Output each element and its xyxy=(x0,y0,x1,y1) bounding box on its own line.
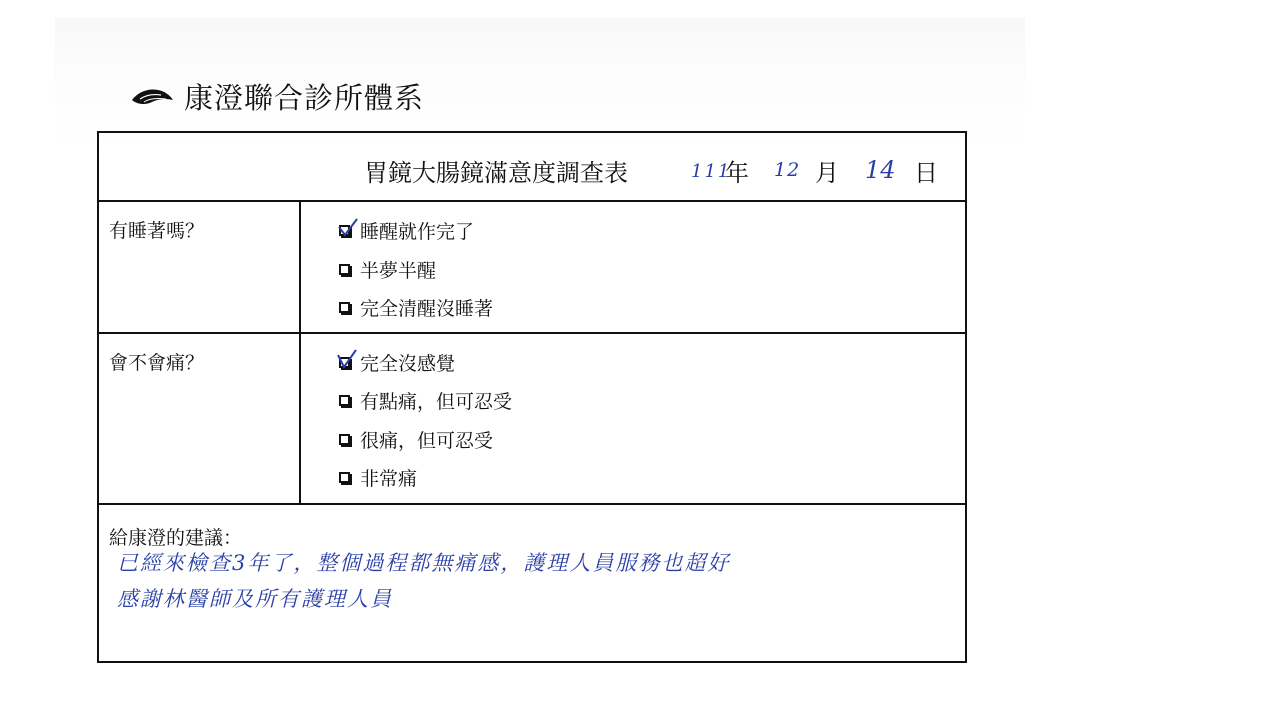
question-label: 會不會痛？ xyxy=(109,352,205,374)
question-pain xyxy=(99,332,965,505)
option-sleep-2[interactable] xyxy=(339,256,436,283)
option-label: 完全清醒沒睡著 xyxy=(360,298,494,320)
option-label: 睡醒就作完了 xyxy=(360,221,475,243)
option-pain-3[interactable] xyxy=(339,426,493,453)
checkbox[interactable] xyxy=(339,434,350,445)
option-pain-2[interactable] xyxy=(339,387,512,414)
checkbox[interactable] xyxy=(339,472,350,483)
form-title: 胃鏡大腸鏡滿意度調查表 xyxy=(364,159,628,187)
header xyxy=(130,76,424,117)
handwritten-suggestion-line[interactable]: 感謝林醫師及所有護理人員 xyxy=(117,587,393,611)
option-label: 完全沒感覺 xyxy=(360,353,456,375)
org-name: 康澄聯合診所體系 xyxy=(184,81,425,115)
suggestion-label: 給康澄的建議： xyxy=(109,527,243,549)
question-sleep xyxy=(99,200,965,334)
checkbox[interactable] xyxy=(339,302,350,313)
column-divider xyxy=(299,332,301,503)
survey-form xyxy=(97,131,967,663)
date-day-label: 日 xyxy=(914,159,938,187)
checkmark-icon xyxy=(337,350,359,372)
date-month-label: 月 xyxy=(815,159,839,187)
checkbox-checked[interactable] xyxy=(339,357,350,368)
handwritten-suggestion-line[interactable]: 已經來檢查3年了，整個過程都無痛感，護理人員服務也超好 xyxy=(117,551,731,575)
option-pain-1[interactable] xyxy=(339,349,455,376)
checkmark-icon xyxy=(337,218,359,240)
option-sleep-1[interactable] xyxy=(339,217,474,244)
option-sleep-3[interactable] xyxy=(339,294,493,321)
date-year-value[interactable]: 111 xyxy=(691,161,732,182)
question-label: 有睡著嗎？ xyxy=(109,220,205,242)
date-day-value[interactable]: 14 xyxy=(865,156,896,184)
title-row xyxy=(99,133,965,202)
checkbox[interactable] xyxy=(339,395,350,406)
option-label: 半夢半醒 xyxy=(360,260,437,282)
date-month-value[interactable]: 12 xyxy=(774,159,801,181)
option-label: 有點痛，但可忍受 xyxy=(360,391,513,413)
option-label: 很痛，但可忍受 xyxy=(360,430,494,452)
suggestion-section xyxy=(99,503,965,661)
option-label: 非常痛 xyxy=(360,468,418,490)
checkbox[interactable] xyxy=(339,264,350,275)
date-year-label: 年 xyxy=(725,159,749,187)
checkbox-checked[interactable] xyxy=(339,225,350,236)
bird-wing-logo-icon xyxy=(130,84,174,110)
column-divider xyxy=(299,200,301,332)
option-pain-4[interactable] xyxy=(339,464,417,491)
